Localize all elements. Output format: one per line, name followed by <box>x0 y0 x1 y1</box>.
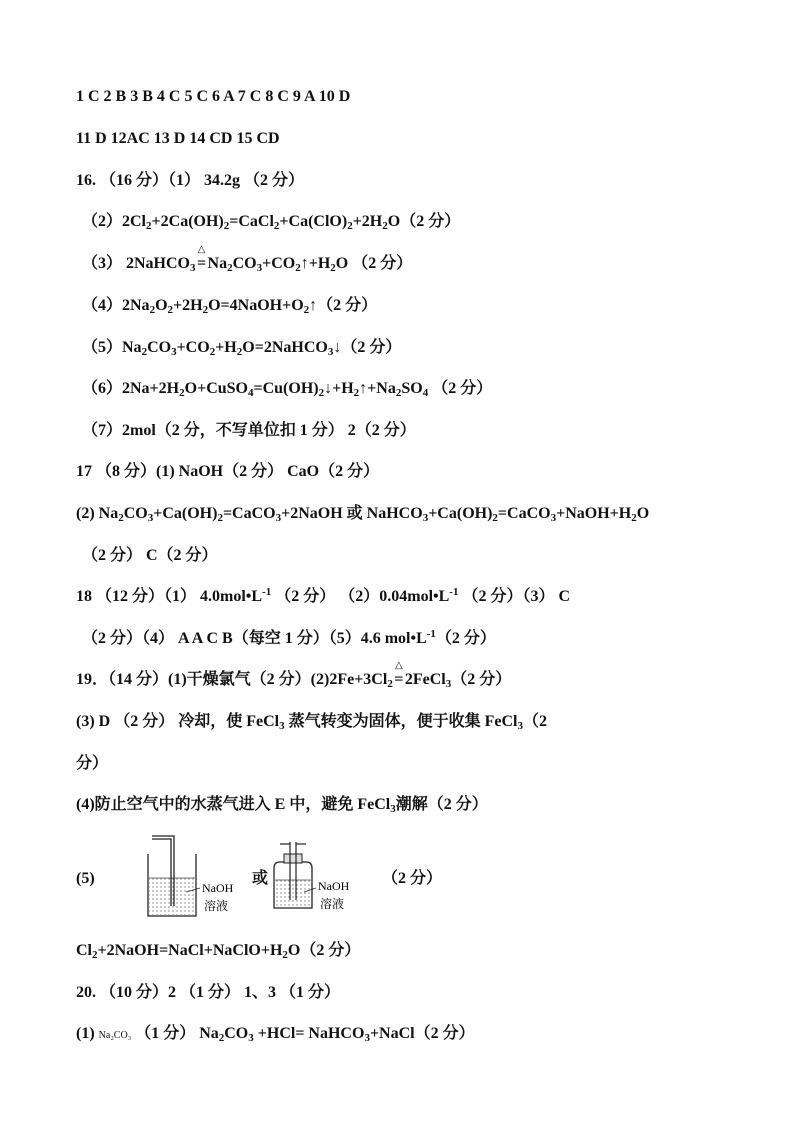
or-text: 或 <box>252 870 269 887</box>
beaker-diagram <box>140 830 250 922</box>
q19-part4: (4)防止空气中的水蒸气进入 E 中，避免 FeCl$_3$潮解（2 分） <box>76 796 488 815</box>
q19-line1: 19．（14 分）(1)干燥氯气（2 分）$(2)2Fe+3Cl_2$ △ =2FeCl$_3$（2 分） <box>76 660 512 690</box>
q19-part5-score: （2 分） <box>382 870 443 887</box>
q16-part4: $(4)2Na_2O_2+2H_2O=4NaOH+O_2↑(2$ 分） <box>82 297 378 316</box>
q16-part1: 16. （16 分）（1） 34.2g （2 分） <box>76 172 305 189</box>
q19-part5-equation: $Cl_2+2NaOH=NaCl+NaClO+H_2O(2$ 分） <box>76 942 361 961</box>
gas-bottle-diagram <box>268 840 368 918</box>
q16-part3: （3） 2NaHCO$_3$ △ $=Na_2CO_3+CO_2↑+H_2O$ （2 分） <box>82 244 413 274</box>
q16-part7: （7）2mol（2 分，不写单位扣 1 分） 2（2 分） <box>82 422 416 439</box>
q20-part1: (1) Na₂CO₃ （1 分） $Na_2CO_3 +HCl=$ NaHCO$_3$+NaCl（2 分） <box>76 1025 475 1044</box>
beaker-solution-label: 溶液 <box>204 899 229 913</box>
bottle-naoh-label: NaOH <box>318 879 350 893</box>
q19-part5-label: (5) <box>76 870 95 887</box>
bottle-solution-label: 溶液 <box>320 897 345 911</box>
answers-1-10: 1 C 2 B 3 B 4 C 5 C 6 A 7 C 8 C 9 A 10 D <box>76 88 351 105</box>
q19-part3: (3) D （2 分） 冷却，使 FeCl$_3$ 蒸气转变为固体，便于收集 FeCl$_3$（2 <box>76 713 547 732</box>
q19-part3-cont: 分） <box>76 755 109 772</box>
q17-part2-score: （2 分） C（2 分） <box>82 547 218 564</box>
q16-part2: $(2)2Cl_2+2Ca(OH)_2=CaCl_2+Ca(ClO)_2+2H_2O(2$ 分） <box>82 213 461 232</box>
beaker-naoh-label: NaOH <box>202 881 234 895</box>
answers-11-15: 11 D 12AC 13 D 14 CD 15 CD <box>76 130 280 147</box>
q18-line1: 18 （12 分）（1） $4.0mol•L^{-1}$ （2 分） $(2)0.04mol•L^{-1}$ （2 分）（3） C <box>76 586 571 605</box>
q17-part1: 17 （8 分）(1) NaOH（2 分） CaO（2 分） <box>76 463 380 480</box>
q18-line2: （2 分）（4） A A C B（每空 1 分）（5）4.6 $mol•L^{-1}(2$ 分） <box>82 628 496 647</box>
q20-line1: 20. （10 分）2 （1 分） 1、3 （1 分） <box>76 984 341 1001</box>
q17-part2: (2) $Na_2CO_3+Ca(OH)_2=CaCO_3+2NaOH$ 或 $NaHCO_3+Ca(OH)_2=CaCO_3+NaOH+H_2O$ <box>76 505 650 524</box>
q16-part6: $(6)2Na+2H_2O+CuSO_4=Cu(OH)_2↓+H_2↑+Na_2SO_4$ （2 分） <box>82 380 493 399</box>
q16-part5: $(5)Na_2CO_3+CO_2+H_2O=2NaHCO_3↓(2$ 分） <box>82 339 402 358</box>
